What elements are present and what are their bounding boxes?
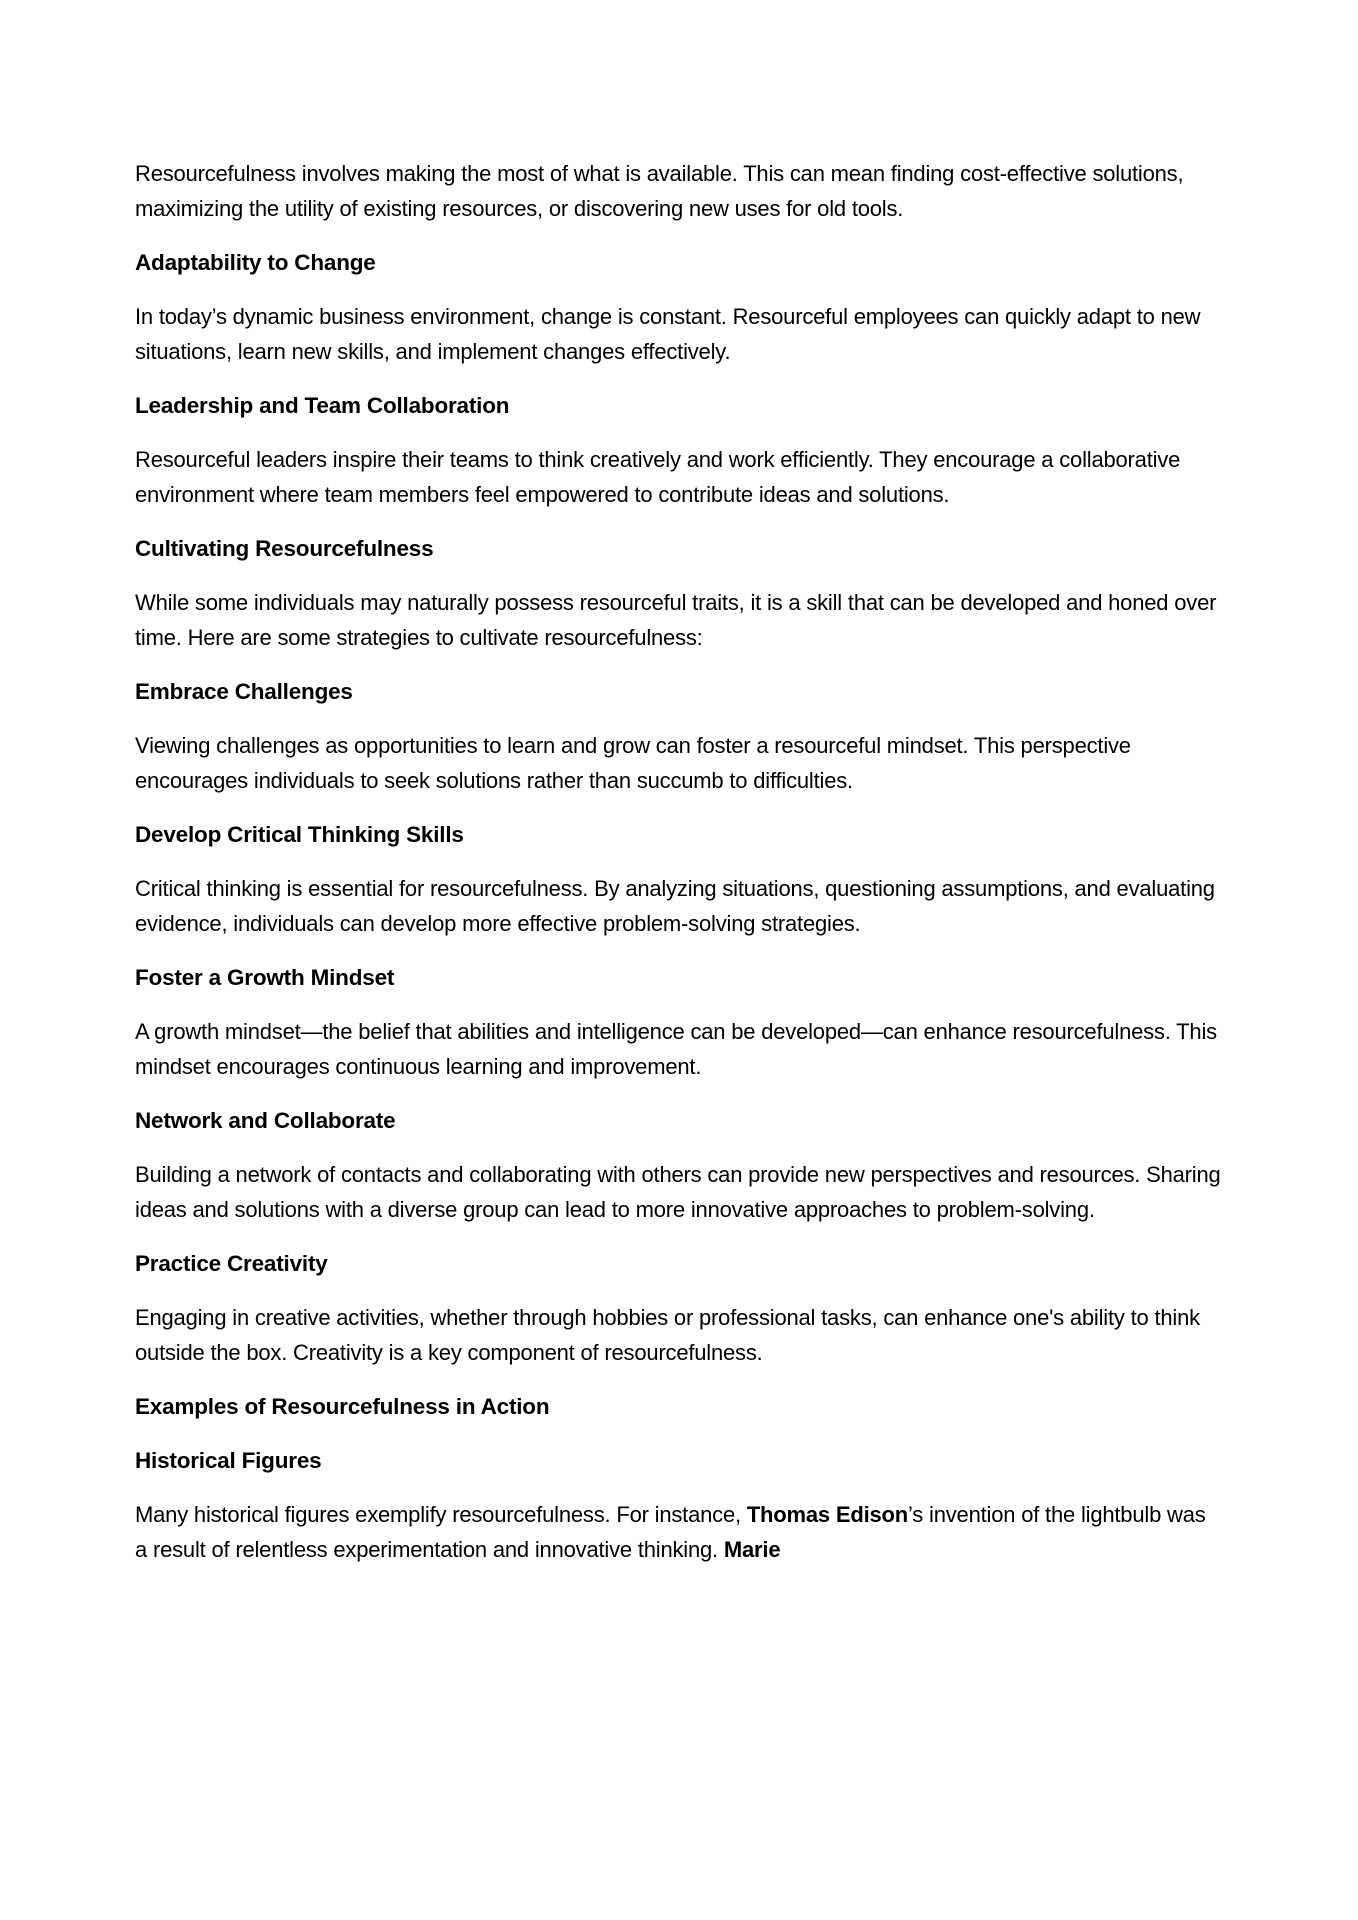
text-run: In today’s dynamic business environment, change is constant. Resourceful employees can quickly adapt to new situations, learn new skills, and implement changes effectively. — [135, 304, 1201, 364]
document-paragraph — [135, 1497, 1223, 1567]
text-run: A growth mindset—the belief that abilities and intelligence can be developed—can enhance resourcefulness. This mindset encourages continuous learning and improvement. — [135, 1019, 1217, 1079]
text-run: ’s invention of the lightbulb was a result of relentless experimentation and innovative thinking. — [135, 1502, 1206, 1562]
text-run: Building a network of contacts and collaborating with others can provide new perspectives and resources. Sharing ideas and solutions with a diverse group can lead to more innovative approaches to problem-solving. — [135, 1162, 1221, 1222]
document-paragraph — [135, 1157, 1223, 1227]
section-heading — [135, 1443, 1223, 1478]
text-run: Resourcefulness involves making the most of what is available. This can mean finding cost-effective solutions, maximizing the utility of existing resources, or discovering new uses for old tools. — [135, 161, 1184, 221]
document-paragraph — [135, 871, 1223, 941]
document-paragraph — [135, 442, 1223, 512]
text-run: Historical Figures — [135, 1448, 322, 1473]
section-heading — [135, 245, 1223, 280]
section-heading — [135, 1389, 1223, 1424]
document-paragraph — [135, 728, 1223, 798]
document-paragraph — [135, 1300, 1223, 1370]
section-heading — [135, 531, 1223, 566]
document-paragraph — [135, 299, 1223, 369]
text-run: Leadership and Team Collaboration — [135, 393, 510, 418]
document-paragraph — [135, 156, 1223, 226]
section-heading — [135, 817, 1223, 852]
text-run: Practice Creativity — [135, 1251, 328, 1276]
section-heading — [135, 1246, 1223, 1281]
text-run: Viewing challenges as opportunities to learn and grow can foster a resourceful mindset. This perspective encourages individuals to seek solutions rather than succumb to difficulties. — [135, 733, 1131, 793]
text-run: Engaging in creative activities, whether through hobbies or professional tasks, can enhance one's ability to think outside the box. Creativity is a key component of resourcefulness. — [135, 1305, 1200, 1365]
section-heading — [135, 960, 1223, 995]
text-run: Network and Collaborate — [135, 1108, 396, 1133]
bold-text-run: Marie — [723, 1537, 781, 1562]
document-paragraph — [135, 1014, 1223, 1084]
section-heading — [135, 674, 1223, 709]
text-run: Critical thinking is essential for resourcefulness. By analyzing situations, questioning assumptions, and evaluating evidence, individuals can develop more effective problem-solving strategies. — [135, 876, 1215, 936]
document-paragraph — [135, 585, 1223, 655]
text-run: Develop Critical Thinking Skills — [135, 822, 464, 847]
text-run: Embrace Challenges — [135, 679, 353, 704]
bold-text-run: Thomas Edison — [746, 1502, 909, 1527]
text-run: Resourceful leaders inspire their teams to think creatively and work efficiently. They encourage a collaborative environment where team members feel empowered to contribute ideas and solutions. — [135, 447, 1181, 507]
text-run: Examples of Resourcefulness in Action — [135, 1394, 550, 1419]
text-run: Foster a Growth Mindset — [135, 965, 395, 990]
text-run: Cultivating Resourcefulness — [135, 536, 434, 561]
section-heading — [135, 388, 1223, 423]
text-run: While some individuals may naturally possess resourceful traits, it is a skill that can be developed and honed over time. Here are some strategies to cultivate resourcefulness: — [135, 590, 1217, 650]
document-content — [135, 156, 1223, 1567]
section-heading — [135, 1103, 1223, 1138]
text-run: Adaptability to Change — [135, 250, 376, 275]
text-run: Many historical figures exemplify resourcefulness. For instance, — [135, 1502, 747, 1527]
